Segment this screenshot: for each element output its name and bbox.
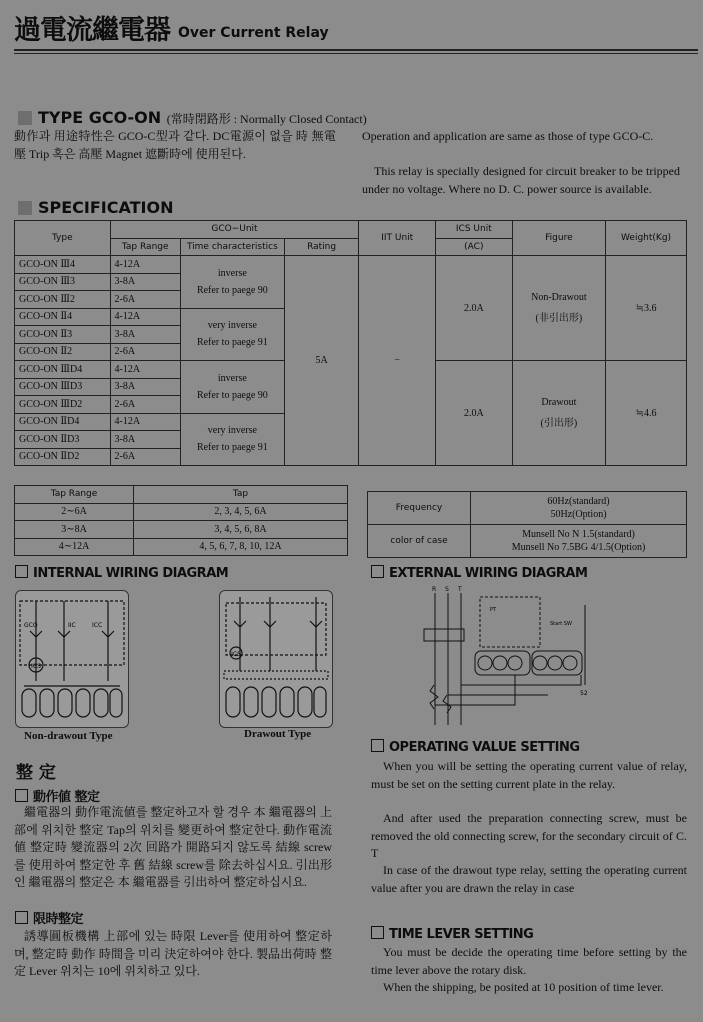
tap-col-tap: Tap bbox=[134, 486, 348, 504]
page-title-kr: 過電流繼電器 bbox=[14, 15, 170, 46]
cell-time-char bbox=[180, 361, 284, 414]
time-lever-heading: TIME LEVER SETTING bbox=[371, 926, 533, 942]
cell-time-char bbox=[180, 413, 284, 466]
spec-heading: SPECIFICATION bbox=[18, 198, 174, 217]
external-wiring-svg bbox=[420, 585, 595, 735]
non-drawout-schematic bbox=[16, 591, 128, 727]
cell-tap-range: 2-6A bbox=[110, 448, 180, 466]
cell-tap-range: 4-12A bbox=[110, 308, 180, 326]
type-heading: TYPE GCO-ON (常時閉路形 : Normally Closed Contact) bbox=[18, 108, 367, 127]
time-setting-heading-kr: 限時整定 bbox=[15, 908, 83, 927]
label-t: T bbox=[458, 586, 462, 593]
col-ics-ac: (AC) bbox=[436, 238, 513, 256]
adjust-heading: 整 定 bbox=[16, 763, 56, 783]
col-weight: Weight(Kg) bbox=[606, 221, 687, 256]
time-char-ref: Refer to paege 91 bbox=[196, 442, 268, 454]
cell-tap-range: 2-6A bbox=[110, 291, 180, 309]
external-wiring-heading: EXTERNAL WIRING DIAGRAM bbox=[371, 565, 587, 581]
page-title-en: Over Current Relay bbox=[178, 25, 329, 41]
cell-ics: 2.0A bbox=[436, 256, 513, 361]
cell-figure bbox=[512, 361, 605, 466]
operating-p1: When you will be setting the operating current value of relay, must be set on the setting current plate in the relay. bbox=[371, 759, 687, 791]
cell-type: GCO-ON Ⅱ3 bbox=[15, 326, 111, 344]
tap-values-cell: 3, 4, 5, 6, 8A bbox=[134, 521, 348, 539]
cell-type: GCO-ON Ⅲ3 bbox=[15, 273, 111, 291]
figure-kr: (非引出形) bbox=[535, 313, 583, 324]
cell-type: GCO-ON Ⅲ4 bbox=[15, 256, 111, 274]
cell-tap-range: 2-6A bbox=[110, 343, 180, 361]
cell-type: GCO-ON ⅡD2 bbox=[15, 448, 111, 466]
cell-ics: 2.0A bbox=[436, 361, 513, 466]
checkbox-square-icon bbox=[15, 789, 28, 802]
col-iit-unit: IIT Unit bbox=[359, 221, 436, 256]
tap-range-cell: 4∼12A bbox=[15, 538, 134, 556]
cell-weight: ≒4.6 bbox=[606, 361, 687, 466]
figure-en: Non-Drawout bbox=[531, 292, 587, 303]
drawout-schematic bbox=[220, 591, 332, 727]
tap-values-cell: 4, 5, 6, 7, 8, 10, 12A bbox=[134, 538, 348, 556]
operating-p2: And after used the preparation connecting screw, must be removed the old connecting screw, for the secondary circuit of C. T bbox=[371, 811, 687, 860]
caption-non-drawout: Non-drawout Type bbox=[24, 730, 113, 742]
col-time-char: Time characteristics bbox=[180, 238, 284, 256]
label-gco: GCO bbox=[24, 622, 38, 629]
figure-en: Drawout bbox=[541, 397, 577, 408]
checkbox-square-icon bbox=[15, 911, 28, 924]
spec-row bbox=[15, 256, 687, 274]
cell-iit: − bbox=[359, 256, 436, 466]
case-color-label: color of case bbox=[368, 525, 471, 558]
time-char-name: inverse bbox=[217, 372, 247, 384]
caption-drawout: Drawout Type bbox=[244, 728, 312, 740]
cell-rating: 5A bbox=[284, 256, 359, 466]
external-wiring-schematic bbox=[420, 585, 595, 735]
frequency-value: 60Hz(standard) 50Hz(Option) bbox=[471, 492, 687, 525]
label-52: 52 bbox=[580, 690, 588, 697]
cell-time-char bbox=[180, 256, 284, 309]
cell-tap-range: 4-12A bbox=[110, 256, 180, 274]
square-bullet-icon bbox=[18, 111, 32, 125]
time-char-ref: Refer to paege 91 bbox=[196, 337, 268, 349]
cell-tap-range: 4-12A bbox=[110, 413, 180, 431]
tap-values-cell: 2, 3, 4, 5, 6A bbox=[134, 503, 348, 521]
cell-weight: ≒3.6 bbox=[606, 256, 687, 361]
checkbox-square-icon bbox=[15, 565, 28, 578]
operating-value-heading: OPERATING VALUE SETTING bbox=[371, 739, 580, 755]
spec-table bbox=[14, 220, 687, 466]
op-value-text-kr: 繼電器의 動作電流値를 整定하고자 할 경우 本 繼電器의 上部에 위치한 整定 Tap의 위치를 變更하여 整定한다. 動作電流値 整定時 變流器의 2次 回路가 開路되지 않도록 結線 screw를 使用하여 整定한 후 舊 結線 screw를 除去하십시요. 引出形인 繼電器의 整定은 本 繼電器를 引出하여 整定하십시요. bbox=[14, 805, 332, 889]
square-bullet-icon bbox=[18, 201, 32, 215]
operating-p3: In case of the drawout type relay, setting the operating current value after you are drawn the relay in case bbox=[371, 863, 687, 895]
col-figure: Figure bbox=[512, 221, 605, 256]
cell-tap-range: 2-6A bbox=[110, 396, 180, 414]
time-lever-p2: When the shipping, be posited at 10 position of time lever. bbox=[383, 980, 664, 994]
label-start-sw: Start SW bbox=[550, 621, 572, 627]
col-gco-unit: GCO−Unit bbox=[110, 221, 359, 239]
time-char-ref: Refer to paege 90 bbox=[196, 284, 268, 296]
cell-tap-range: 3-8A bbox=[110, 326, 180, 344]
time-char-ref: Refer to paege 90 bbox=[196, 389, 268, 401]
tap-row bbox=[15, 538, 348, 556]
cell-type: GCO-ON Ⅱ2 bbox=[15, 343, 111, 361]
label-icc: ICC bbox=[92, 622, 103, 629]
type-heading-note: (常時閉路形 : Normally Closed Contact) bbox=[166, 112, 367, 126]
checkbox-square-icon bbox=[371, 739, 384, 752]
frequency-label: Frequency bbox=[368, 492, 471, 525]
cell-figure bbox=[512, 256, 605, 361]
op-value-heading-kr: 動作値 整定 bbox=[15, 786, 100, 805]
tap-col-range: Tap Range bbox=[15, 486, 134, 504]
cell-time-char bbox=[180, 308, 284, 361]
tap-range-cell: 2∼6A bbox=[15, 503, 134, 521]
cell-type: GCO-ON Ⅲ2 bbox=[15, 291, 111, 309]
cell-type: GCO-ON ⅢD3 bbox=[15, 378, 111, 396]
label-ics: ICS bbox=[31, 663, 41, 670]
header-rule-thin bbox=[14, 53, 698, 54]
col-tap-range: Tap Range bbox=[110, 238, 180, 256]
cell-type: GCO-ON ⅢD4 bbox=[15, 361, 111, 379]
internal-wiring-heading: INTERNAL WIRING DIAGRAM bbox=[15, 565, 228, 581]
col-rating: Rating bbox=[284, 238, 359, 256]
cell-tap-range: 3-8A bbox=[110, 431, 180, 449]
type-text-en-2: This relay is specially designed for circuit breaker to be tripped under no voltage. Where no D. C. power source is available. bbox=[362, 164, 680, 196]
header-rule bbox=[14, 49, 698, 51]
label-s: S bbox=[445, 586, 449, 593]
col-type: Type bbox=[15, 221, 111, 256]
time-char-name: very inverse bbox=[207, 320, 257, 332]
case-color-value: Munsell No N 1.5(standard) Munsell No 7.5BG 4/1.5(Option) bbox=[471, 525, 687, 558]
checkbox-square-icon bbox=[371, 926, 384, 939]
label-r: R bbox=[432, 586, 437, 593]
tap-row bbox=[15, 503, 348, 521]
time-char-name: inverse bbox=[217, 267, 247, 279]
non-drawout-diagram bbox=[15, 590, 129, 728]
cell-type: GCO-ON ⅢD2 bbox=[15, 396, 111, 414]
label-pt: PT bbox=[490, 607, 497, 613]
type-text-kr: 動作과 用途特性은 GCO-C型과 같다. DC電源이 없을 時 無電壓 Trip 혹은 高壓 Magnet 遮斷時에 使用된다. bbox=[14, 129, 336, 161]
time-setting-text-kr: 誘導圓板機構 上部에 있는 時限 Lever를 使用하여 整定하며, 整定時 動作 時間을 미리 決定하여야 한다. 製品出荷時 整定 Lever 위치는 10에 위치하고 있다. bbox=[14, 929, 332, 978]
tap-row bbox=[15, 521, 348, 539]
figure-kr: (引出形) bbox=[540, 418, 578, 429]
time-lever-p1: You must be decide the operating time before setting by the time lever above the rotary disk. bbox=[371, 945, 687, 977]
time-char-name: very inverse bbox=[207, 425, 257, 437]
cell-tap-range: 3-8A bbox=[110, 378, 180, 396]
cell-tap-range: 4-12A bbox=[110, 361, 180, 379]
cell-type: GCO-ON ⅡD4 bbox=[15, 413, 111, 431]
type-text-en-1: Operation and application are same as those of type GCO-C. bbox=[362, 129, 654, 143]
label-ics: ICS bbox=[231, 651, 241, 658]
drawout-diagram bbox=[219, 590, 333, 728]
cell-type: GCO-ON Ⅱ4 bbox=[15, 308, 111, 326]
label-iic: IIC bbox=[68, 622, 76, 629]
checkbox-square-icon bbox=[371, 565, 384, 578]
tap-range-cell: 3∼8A bbox=[15, 521, 134, 539]
tap-table bbox=[14, 485, 348, 556]
frequency-table bbox=[367, 491, 687, 558]
cell-type: GCO-ON ⅡD3 bbox=[15, 431, 111, 449]
col-ics-unit: ICS Unit bbox=[436, 221, 513, 239]
cell-tap-range: 3-8A bbox=[110, 273, 180, 291]
